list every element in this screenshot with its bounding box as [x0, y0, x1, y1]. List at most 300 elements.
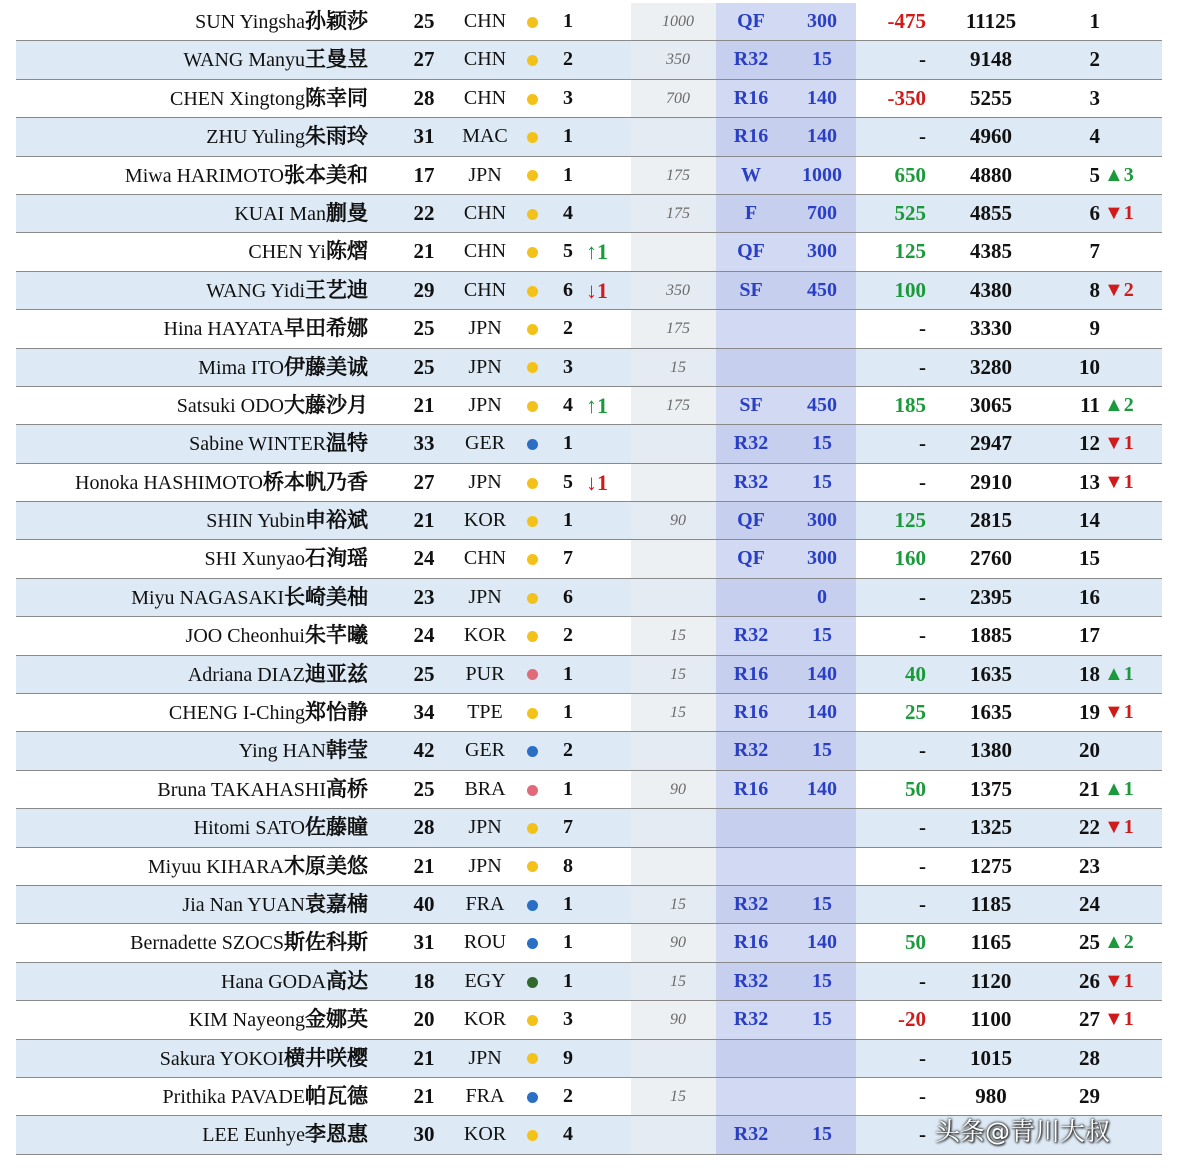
world-rank: 1 — [1089, 9, 1100, 33]
previous-points — [648, 464, 708, 501]
points-delta: 160 — [894, 546, 926, 571]
player-name — [157, 771, 368, 808]
national-rank-change — [586, 310, 614, 347]
table-row — [16, 963, 1162, 1001]
nationality: ROU — [463, 931, 507, 954]
previous-points: 15 — [670, 358, 686, 376]
world-rank-change — [1104, 579, 1154, 616]
age: 25 — [413, 354, 435, 379]
previous-points — [648, 579, 708, 616]
age: 25 — [413, 9, 435, 33]
national-rank: 2 — [563, 624, 573, 647]
table-row — [16, 1040, 1162, 1078]
world-rank-change — [1104, 349, 1154, 386]
national-rank: 1 — [563, 777, 573, 800]
player-name-en: SUN Yingsha — [195, 11, 305, 33]
age: 27 — [413, 469, 435, 494]
age: 21 — [413, 1045, 435, 1070]
national-rank-change — [586, 3, 614, 40]
player-name — [131, 579, 368, 616]
national-rank: 3 — [563, 86, 573, 109]
age: 29 — [413, 277, 435, 302]
nationality: KOR — [463, 1008, 507, 1031]
player-name-cn: 陈熠 — [326, 239, 368, 264]
previous-points — [648, 732, 708, 769]
world-rank-change — [1104, 540, 1154, 577]
nationality: CHN — [463, 240, 507, 263]
world-rank: 20 — [1079, 738, 1100, 763]
table-row — [16, 233, 1162, 271]
points-delta: - — [919, 431, 926, 456]
player-name-en: WANG Manyu — [183, 49, 305, 72]
nationality: CHN — [463, 10, 507, 32]
national-rank: 1 — [563, 163, 573, 186]
watermark: 头条@青川大叔 — [935, 1117, 1111, 1146]
player-name — [202, 1116, 368, 1153]
table-row — [16, 1078, 1162, 1116]
age: 34 — [413, 700, 435, 725]
previous-points: 175 — [666, 396, 690, 414]
national-rank-change: ↓1 — [586, 277, 608, 303]
previous-points: 90 — [670, 780, 686, 798]
world-rank-change — [1104, 1078, 1154, 1115]
round-points: 140 — [807, 86, 837, 109]
event-round: R32 — [733, 969, 769, 992]
player-name-cn: 高达 — [326, 968, 368, 993]
player-name — [177, 387, 368, 424]
ranking-table — [16, 3, 1162, 1155]
player-name-en: Sabine WINTER — [189, 433, 326, 456]
event-round: QF — [737, 10, 765, 32]
table-row — [16, 1001, 1162, 1039]
continent-dot-icon — [527, 579, 539, 616]
player-name-en: CHEN Xingtong — [170, 87, 305, 110]
world-rank: 28 — [1079, 1045, 1100, 1070]
player-name — [164, 310, 368, 347]
event-round: QF — [737, 240, 765, 263]
age: 25 — [413, 661, 435, 686]
points-delta: - — [919, 1122, 926, 1147]
previous-points — [648, 848, 708, 885]
event-round — [726, 579, 776, 616]
player-name-en: Hana GODA — [221, 970, 326, 993]
previous-points: 350 — [666, 281, 690, 299]
total-points: 1635 — [970, 700, 1012, 725]
table-row — [16, 80, 1162, 118]
round-points: 15 — [812, 470, 832, 493]
table-row — [16, 3, 1162, 41]
points-delta: - — [919, 1083, 926, 1108]
player-name-cn: 李恩惠 — [305, 1122, 368, 1147]
round-points: 140 — [807, 777, 837, 800]
player-name-en: WANG Yidi — [206, 279, 305, 302]
points-delta: 125 — [894, 508, 926, 533]
table-row — [16, 502, 1162, 540]
points-delta: - — [919, 47, 926, 72]
event-round: R16 — [733, 662, 769, 685]
event-round: R16 — [733, 86, 769, 109]
player-name-cn: 金娜英 — [305, 1007, 368, 1032]
player-name — [189, 425, 368, 462]
world-rank-change: ▼1 — [1104, 969, 1134, 992]
world-rank: 12 — [1079, 431, 1100, 456]
age: 31 — [413, 124, 435, 149]
total-points: 5255 — [970, 85, 1012, 110]
world-rank: 16 — [1079, 584, 1100, 609]
world-rank-change — [1104, 118, 1154, 155]
table-row — [16, 118, 1162, 156]
player-name — [160, 1040, 368, 1077]
age: 28 — [413, 815, 435, 840]
event-round: R16 — [733, 701, 769, 724]
round-points: 15 — [812, 1123, 832, 1146]
world-rank: 8 — [1089, 277, 1100, 302]
points-delta: 25 — [905, 700, 926, 725]
world-rank-change: ▼1 — [1104, 1008, 1134, 1031]
player-name — [195, 3, 368, 40]
points-delta: - — [919, 124, 926, 149]
event-round: F — [744, 201, 758, 224]
table-row — [16, 924, 1162, 962]
player-name — [189, 1001, 368, 1038]
total-points: 4960 — [970, 124, 1012, 149]
nationality: KOR — [463, 624, 507, 647]
age: 33 — [413, 431, 435, 456]
national-rank: 4 — [563, 201, 573, 224]
national-rank: 1 — [563, 509, 573, 532]
player-name-cn: 桥本帆乃香 — [263, 469, 368, 494]
age: 18 — [413, 968, 435, 993]
nationality: JPN — [468, 816, 502, 839]
player-name-cn: 迪亚兹 — [305, 661, 368, 686]
table-row — [16, 387, 1162, 425]
age: 28 — [413, 85, 435, 110]
player-name-en: Ying HAN — [238, 740, 326, 763]
world-rank: 3 — [1089, 85, 1100, 110]
event-round — [726, 349, 776, 386]
player-name — [148, 848, 368, 885]
player-name-cn: 朱雨玲 — [305, 124, 368, 149]
national-rank: 6 — [563, 585, 573, 608]
previous-points — [648, 1116, 708, 1153]
player-name-en: Prithika PAVADE — [162, 1085, 305, 1108]
national-rank-change — [586, 1116, 614, 1153]
world-rank: 17 — [1079, 623, 1100, 648]
previous-points: 15 — [670, 665, 686, 683]
player-name-en: Hitomi SATO — [193, 817, 305, 840]
previous-points — [648, 118, 708, 155]
points-delta: - — [919, 316, 926, 341]
national-rank: 1 — [563, 662, 573, 685]
total-points: 2910 — [970, 469, 1012, 494]
player-name-cn: 郑怡静 — [305, 700, 368, 725]
total-points: 4385 — [970, 239, 1012, 264]
continent-dot-icon — [527, 1116, 539, 1153]
age: 40 — [413, 891, 435, 916]
world-rank-change — [1104, 848, 1154, 885]
total-points: 1635 — [970, 661, 1012, 686]
age: 27 — [413, 47, 435, 72]
previous-points: 15 — [670, 895, 686, 913]
points-delta: -20 — [898, 1007, 926, 1032]
continent-dot-icon — [527, 195, 539, 232]
national-rank: 1 — [563, 10, 573, 32]
national-rank: 2 — [563, 1084, 573, 1107]
player-name — [182, 886, 368, 923]
player-name — [206, 272, 368, 309]
age: 21 — [413, 853, 435, 878]
age: 21 — [413, 508, 435, 533]
total-points: 2760 — [970, 546, 1012, 571]
world-rank-change: ▼1 — [1104, 701, 1134, 724]
continent-dot-icon — [527, 157, 539, 194]
points-delta: - — [919, 815, 926, 840]
total-points: 1015 — [970, 1045, 1012, 1070]
points-delta: - — [919, 584, 926, 609]
continent-dot-icon — [527, 771, 539, 808]
player-name-cn: 石洵瑶 — [305, 546, 368, 571]
continent-dot-icon — [527, 540, 539, 577]
world-rank: 18 — [1079, 661, 1100, 686]
points-delta: 125 — [894, 239, 926, 264]
player-name — [206, 502, 368, 539]
national-rank: 1 — [563, 969, 573, 992]
table-row — [16, 732, 1162, 770]
round-points: 700 — [807, 201, 837, 224]
age: 25 — [413, 316, 435, 341]
round-points: 450 — [807, 393, 837, 416]
previous-points — [648, 809, 708, 846]
player-name — [186, 617, 368, 654]
previous-points: 90 — [670, 934, 686, 952]
world-rank-change — [1104, 1040, 1154, 1077]
total-points: 3065 — [970, 392, 1012, 417]
player-name-cn: 木原美悠 — [284, 853, 368, 878]
total-points: 9148 — [970, 47, 1012, 72]
national-rank-change — [586, 732, 614, 769]
table-row — [16, 272, 1162, 310]
player-name — [188, 656, 368, 693]
national-rank-change — [586, 694, 614, 731]
world-rank: 19 — [1079, 700, 1100, 725]
event-round: R32 — [733, 432, 769, 455]
continent-dot-icon — [527, 732, 539, 769]
world-rank-change — [1104, 886, 1154, 923]
world-rank-change — [1104, 1116, 1154, 1153]
national-rank: 7 — [563, 816, 573, 839]
previous-points — [648, 1040, 708, 1077]
points-delta: -350 — [887, 85, 926, 110]
player-name-cn: 孙颖莎 — [305, 9, 368, 33]
world-rank-change — [1104, 617, 1154, 654]
points-delta: -475 — [887, 9, 926, 33]
continent-dot-icon — [527, 464, 539, 501]
continent-dot-icon — [527, 809, 539, 846]
table-row — [16, 157, 1162, 195]
table-row — [16, 41, 1162, 79]
nationality: GER — [465, 432, 505, 455]
event-round — [726, 848, 776, 885]
national-rank: 1 — [563, 892, 573, 915]
player-name-en: SHIN Yubin — [206, 510, 305, 533]
event-round — [726, 809, 776, 846]
nationality: KOR — [463, 1123, 507, 1146]
world-rank: 10 — [1079, 354, 1100, 379]
player-name-cn: 申裕斌 — [305, 508, 368, 533]
points-delta: - — [919, 738, 926, 763]
national-rank-change — [586, 425, 614, 462]
world-rank-change: ▼1 — [1104, 201, 1134, 224]
round-points: 450 — [807, 278, 837, 301]
nationality: KOR — [463, 509, 507, 532]
table-row — [16, 579, 1162, 617]
national-rank-change: ↑1 — [586, 239, 608, 265]
round-points: 15 — [812, 432, 832, 455]
age: 24 — [413, 546, 435, 571]
national-rank: 5 — [563, 470, 573, 493]
previous-points: 350 — [666, 51, 690, 69]
national-rank-change: ↓1 — [586, 469, 608, 495]
national-rank-change — [586, 886, 614, 923]
national-rank-change — [586, 579, 614, 616]
previous-points: 700 — [666, 89, 690, 107]
world-rank-change — [1104, 41, 1154, 78]
national-rank-change — [586, 1001, 614, 1038]
world-rank-change — [1104, 310, 1154, 347]
age: 31 — [413, 930, 435, 955]
world-rank-change — [1104, 80, 1154, 117]
total-points: 4855 — [970, 200, 1012, 225]
continent-dot-icon — [527, 886, 539, 923]
age: 25 — [413, 776, 435, 801]
national-rank-change — [586, 195, 614, 232]
player-name-en: Miyu NAGASAKI — [131, 586, 284, 609]
national-rank-change — [586, 848, 614, 885]
round-points: 15 — [812, 739, 832, 762]
player-name-cn: 袁嘉楠 — [305, 891, 368, 916]
table-row — [16, 617, 1162, 655]
national-rank-change — [586, 771, 614, 808]
table-row — [16, 310, 1162, 348]
world-rank: 27 — [1079, 1007, 1100, 1032]
age: 21 — [413, 1083, 435, 1108]
continent-dot-icon — [527, 848, 539, 885]
total-points: 4880 — [970, 162, 1012, 187]
national-rank-change — [586, 540, 614, 577]
national-rank: 2 — [563, 48, 573, 71]
player-name-en: JOO Cheonhui — [185, 625, 305, 648]
table-row — [16, 886, 1162, 924]
total-points: 3280 — [970, 354, 1012, 379]
table-row — [16, 464, 1162, 502]
continent-dot-icon — [527, 387, 539, 424]
world-rank-change — [1104, 3, 1154, 40]
table-row — [16, 771, 1162, 809]
player-name — [130, 924, 368, 961]
player-name — [248, 233, 368, 270]
previous-points: 175 — [666, 166, 690, 184]
nationality: JPN — [468, 585, 502, 608]
national-rank: 5 — [563, 240, 573, 263]
player-name-en: Jia Nan YUAN — [182, 893, 305, 916]
event-round — [726, 1040, 776, 1077]
round-points: 0 — [817, 585, 827, 608]
total-points: 1380 — [970, 738, 1012, 763]
player-name-cn: 张本美和 — [284, 162, 368, 187]
round-points: 15 — [812, 624, 832, 647]
national-rank-change — [586, 1078, 614, 1115]
national-rank-change — [586, 157, 614, 194]
player-name — [163, 1078, 368, 1115]
round-points: 15 — [812, 969, 832, 992]
player-name-cn: 温特 — [326, 431, 368, 456]
previous-points: 1000 — [662, 13, 694, 30]
world-rank-change: ▲1 — [1104, 777, 1134, 800]
age: 20 — [413, 1007, 435, 1032]
player-name-cn: 斯佐科斯 — [284, 930, 368, 955]
points-delta: - — [919, 853, 926, 878]
nationality: JPN — [468, 393, 502, 416]
event-round: QF — [737, 547, 765, 570]
national-rank-change — [586, 349, 614, 386]
continent-dot-icon — [527, 80, 539, 117]
player-name-en: CHEN Yi — [248, 241, 326, 264]
player-name — [170, 80, 368, 117]
continent-dot-icon — [527, 924, 539, 961]
world-rank-change: ▼1 — [1104, 470, 1134, 493]
player-name-cn: 高桥 — [326, 776, 368, 801]
event-round: SF — [739, 278, 763, 301]
national-rank: 4 — [563, 393, 573, 416]
player-name — [183, 41, 368, 78]
previous-points — [648, 540, 708, 577]
nationality: EGY — [464, 969, 506, 992]
nationality: JPN — [468, 1046, 502, 1069]
event-round: SF — [739, 393, 763, 416]
points-delta: 40 — [905, 661, 926, 686]
continent-dot-icon — [527, 425, 539, 462]
age: 22 — [413, 200, 435, 225]
player-name-en: ZHU Yuling — [206, 126, 305, 149]
player-name-en: LEE Eunhye — [202, 1124, 305, 1147]
points-delta: - — [919, 891, 926, 916]
round-points: 140 — [807, 125, 837, 148]
total-points: 4380 — [970, 277, 1012, 302]
round-points: 300 — [807, 509, 837, 532]
nationality: TPE — [467, 701, 503, 724]
national-rank: 1 — [563, 125, 573, 148]
world-rank: 24 — [1079, 891, 1100, 916]
nationality: CHN — [463, 547, 507, 570]
age: 30 — [413, 1122, 435, 1147]
table-row — [16, 195, 1162, 233]
nationality: JPN — [468, 470, 502, 493]
nationality: FRA — [465, 1084, 505, 1107]
age: 21 — [413, 392, 435, 417]
event-round: W — [741, 163, 761, 186]
player-name-en: Satsuki ODO — [176, 394, 284, 417]
total-points: 2947 — [970, 431, 1012, 456]
national-rank: 1 — [563, 931, 573, 954]
table-row — [16, 656, 1162, 694]
national-rank: 3 — [563, 355, 573, 378]
player-name-cn: 横井咲樱 — [284, 1045, 368, 1070]
points-delta: - — [919, 623, 926, 648]
player-name-en: Mima ITO — [198, 356, 284, 379]
round-points — [791, 310, 853, 347]
nationality: JPN — [468, 854, 502, 877]
points-delta: 50 — [905, 930, 926, 955]
